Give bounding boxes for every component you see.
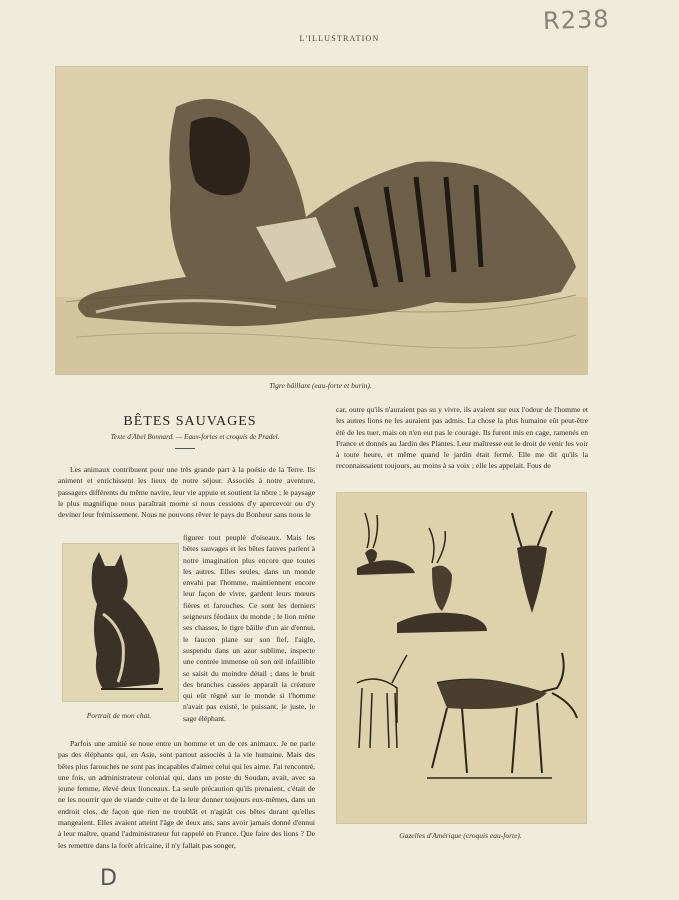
gazelles-etching (336, 492, 587, 824)
gazelles-illustration (337, 493, 586, 823)
tiger-illustration (56, 67, 587, 374)
cat-illustration (63, 544, 178, 701)
catalog-reference: R238 (542, 4, 610, 36)
right-column-text (336, 404, 588, 472)
article-byline: Texte d'Abel Bonnard. — Eaux-fortes et croquis de Pradel. (110, 433, 280, 441)
pencil-annotation: D (100, 866, 117, 891)
beside-cat-paragraph (183, 532, 315, 735)
article-title: BÊTES SAUVAGES (123, 414, 257, 429)
lions-paragraph (58, 738, 315, 851)
title-rule (175, 448, 195, 449)
tiger-etching (55, 66, 588, 375)
intro-paragraph (58, 464, 315, 531)
beside-cat-text: figurer tout peuplé d'oiseaux. Mais les bêtes sauvages et les bêtes fauves parlent à notre imagination plus encore que toutes les autres. Elles seules, dans un monde envahi par l'homme, maintiennent encore leur façon de vivre, gardent leurs mœurs fières et farouches. Ce sont les derniers seigneurs féodaux du monde ; le lion mène ses chasses, le tigre bâille d'un air d'ennui, le faucon plane sur son fief, l'aigle, suspendu dans un azur sublime, inspecte une contrée immense où son œil infaillible se saisit du moindre détail ; dans le bruit des branches cassées apparaît la créature qui eût régné sur le monde si l'homme n'avait pas existé, le puissant, le juste, le sage éléphant. (183, 533, 315, 723)
right-column-paragraph: car, outre qu'ils n'auraient pas su y vivre, ils avaient sur eux l'odeur de l'homme et les autres lions ne les auraient pas admis. La chose la plus humaine eût peut-être été de les tuer, mais on n'en eut pas le courage. Ils furent mis en cage, ramenés en France et donnés au Jardin des Plantes. Leur maîtresse eut le droit de venir les voir à toute heure, et même quand le jardin était fermé. Elle me dit qu'ils la reconnaissaient toujours, au moins à sa voix ; elle les appelait. Fous de (336, 405, 588, 471)
tiger-caption: Tigre bâillant (eau-forte et burin). (269, 381, 372, 390)
cat-etching (62, 543, 179, 702)
lions-text: Parfois une amitié se noue entre un homme et un de ces animaux. Je ne parle pas des éléphants qui, en Asie, sont partout associés à la vie humaine. Mais des bêtes plus farouches ne sont pas incapables d'aimer celui qui les aime. J'ai rencontré, une fois, un administrateur colonial qui, dans un poste du Soudan, avait, avec sa jeune femme, élevé deux lionceaux. La seule précaution qu'ils prenaient, c'était de ne les nourrir que de viande cuite et de la leur donner toujours eux-mêmes, dans un endroit clos, de façon que rien ne troublât et n'agitât ces bêtes durant qu'elles mangeaient. Elles avaient atteint l'âge de deux ans, sans avoir jamais donné d'ennui à leur maître, quand l'administrateur fut rappelé en France. Que faire des lions ? De les remettre dans la forêt africaine, il n'y fallait pas songer, (58, 739, 315, 850)
cat-caption: Portrait de mon chat. (86, 711, 152, 720)
gazelles-caption: Gazelles d'Amérique (croquis eau-forte). (399, 831, 522, 840)
running-header: L'ILLUSTRATION (299, 34, 380, 43)
intro-text: Les animaux contribuent pour une très grande part à la poésie de la Terre. Ils animent et enrichissent les lieux de notre séjour. Associés à notre aventure, passagers différents du même navire, leur vie appuie et soutient la nôtre ; le paysage le plus magnifique nous paraîtrait morne si nous cessions d'y apercevoir ou d'y deviner leur frémissement. Nous ne pouvons rêver le pays du Bonheur sans nous le (58, 465, 315, 520)
